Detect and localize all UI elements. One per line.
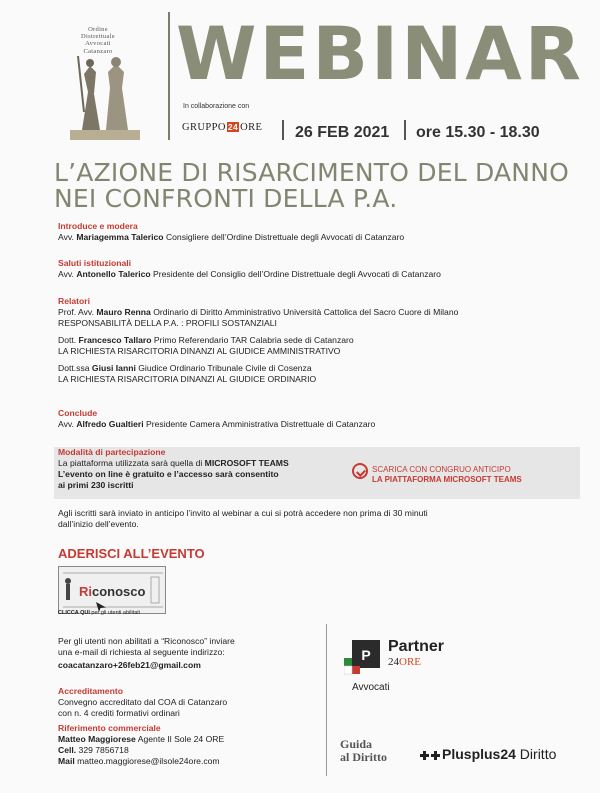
header-divider: [168, 12, 170, 140]
plus-icon: [431, 751, 439, 759]
section-relatori: Relatori Prof. Avv. Mauro Renna Ordinario di Diritto Amministrativo Università Cattolica del Sacro Cuore di Milano RESPONSABILITÀ DELLA P.A. : PROFILI SOSTANZIALI Dott. Francesco Tallaro Primo Referendario TAR Calabria sede di Catanzaro LA RICHIESTA RISARCITORIA DINANZI AL GIUDICE AMMINISTRATIVO Dott.ssa Giusi Ianni Giudice Ordinario Tribunale Civile di Cosenza LA RICHIESTA RISARCITORIA DINANZI AL GIUDICE ORDINARIO: [58, 296, 459, 384]
partner-subtitle: Avvocati: [352, 682, 390, 693]
collab-label: In collaborazione con: [183, 103, 250, 110]
teams-download-link[interactable]: SCARICA CON CONGRUO ANTICIPO LA PIATTAFORMA MICROSOFT TEAMS: [354, 465, 522, 485]
event-title: L’AZIONE DI RISARCIMENTO DEL DANNO NEI CONFRONTI DELLA P.A.: [54, 158, 569, 213]
section-conclude: Conclude Avv. Alfredo Gualtieri Presidente Camera Amministrativa Distrettuale di Catanzaro: [58, 408, 376, 429]
section-riferimento: Riferimento commerciale Matteo Maggiorese Agente Il Sole 24 ORE Cell. 329 7856718 Mail matteo.maggiorese@ilsole24ore.com: [58, 723, 225, 766]
plus-icon: [420, 751, 428, 759]
footer-divider: [326, 624, 327, 776]
ordine-logo: [62, 14, 150, 140]
date-separator: [282, 120, 284, 140]
event-time: ore 15.30 - 18.30: [416, 124, 540, 141]
contact-mail[interactable]: matteo.maggiorese@ilsole24ore.com: [74, 756, 220, 766]
partner-logo-icon: [344, 640, 380, 676]
invite-note: Agli iscritti sarà inviato in anticipo l’invito al webinar a cui si potrà accedere non prima di 30 minuti dall’inizio dell’evento.: [58, 508, 428, 529]
download-icon: [352, 463, 368, 479]
section-introduce: Introduce e modera Avv. Mariagemma Talerico Consigliere dell’Ordine Distrettuale degli Avvocati di Catanzaro: [58, 221, 405, 242]
event-date: 26 FEB 2021: [295, 124, 390, 141]
section-saluti: Saluti istituzionali Avv. Antonello Talerico Presidente del Consiglio dell’Ordine Distrettuale degli Avvocati di Catanzaro: [58, 258, 441, 279]
request-email[interactable]: coacatanzaro+26feb21@gmail.com: [58, 660, 201, 670]
guida-al-diritto-logo: Guida al Diritto: [340, 737, 387, 764]
non-abilitati-info: Per gli utenti non abilitati a “Riconosco” inviare una e-mail di richiesta al seguente indirizzo: coacatanzaro+26feb21@gmail.com: [58, 636, 235, 670]
section-accreditamento: Accreditamento Convegno accreditato dal COA di Catanzaro con n. 4 crediti formativi ordinari: [58, 686, 228, 718]
ordine-logo-text: Ordine Distrettuale Avvocati Catanzaro: [81, 26, 115, 55]
svg-text:P: P: [361, 647, 371, 663]
justice-statue-icon: [70, 52, 140, 142]
riconosco-button[interactable]: Riconosco: [58, 566, 166, 614]
riconosco-caption[interactable]: CLICCA QUI per gli utenti abilitati: [58, 610, 141, 616]
plusplus24-logo: Plusplus24 Diritto: [420, 746, 556, 762]
gruppo24ore-logo: GRUPPO 24 ORE: [182, 122, 263, 133]
flyer-page: Ordine Distrettuale Avvocati Catanzaro WEBINAR In collaborazione con GRUPPO 24 ORE 26 FEB 2021 ore 15.30 - 18.30 L’AZIONE DI RISARCIMENTO DEL DANNO NEI CONFRONTI DELLA P.A. Introduce e modera Avv. Mariagemma Talerico Consigliere dell’Ordine Distrettuale degli Avvocati di Catanzaro Saluti istituzionali Avv. Antonello Talerico Presidente del Consiglio dell’Ordine Distrettuale degli Avvocati di Catanzaro Relatori Prof. Avv. Mauro Renna Ordinario di Diritto Amministrativo Università Cattolica del Sacro Cuore di Milano RESPONSABILITÀ DELLA P.A. : PROFILI SOSTANZIALI Dott. Francesco Tallaro Primo Referendario TAR Calabria sede di Catanzaro LA RICHIESTA RISARCITORIA DINANZI AL GIUDICE AMMINISTRATIVO Dott.ssa Giusi Ianni Giudice Ordinario Tribunale Civile di Cosenza LA RICHIESTA RISARCITORIA DINANZI AL GIUDICE ORDINARIO Conclude Avv. Alfredo Gualtieri Presidente Camera Amministrativa Distrettuale di Catanzaro Modalità di partecipazione La piattaforma utilizzata sarà quella di MICROSOFT TEAMS L’evento on line è gratuito e l’accesso sarà consentito ai primi 230 iscritti SCARICA CON CONGRUO ANTICIPO LA PIATTAFORMA MICROSOFT TEAMS Agli iscritti sarà inviato in anticipo l’invito al webinar a cui si potrà accedere non prima di 30 minuti dall’inizio dell’evento. ADERISCI ALL’EVENTO Riconosco CLICCA QUI per gli utenti abilitati Per gli utenti non abilitati a “Riconosco” inviare una e-mail di richiesta al seguente indirizzo: coacatanzaro+26feb21@gmail.com Accreditamento Convegno accreditato dal COA di Catanzaro con n. 4 crediti formativi ordinari Riferimento commerciale Matteo Maggiorese Agente Il Sole 24 ORE Cell. 329 7856718 Mail matteo.maggiorese@ilsole24ore.com P Partner 24ORE Avvocati Guida al Diritto Plusplus24 Diritto: [0, 0, 600, 793]
webinar-title: WEBINAR: [176, 12, 584, 97]
time-separator: [404, 120, 406, 140]
modalita-band: [54, 447, 580, 499]
aderisci-heading: ADERISCI ALL’EVENTO: [58, 546, 205, 561]
modalita-info: Modalità di partecipazione La piattaforma utilizzata sarà quella di MICROSOFT TEAMS L’evento on line è gratuito e l’accesso sarà consentito ai primi 230 iscritti: [58, 447, 289, 490]
